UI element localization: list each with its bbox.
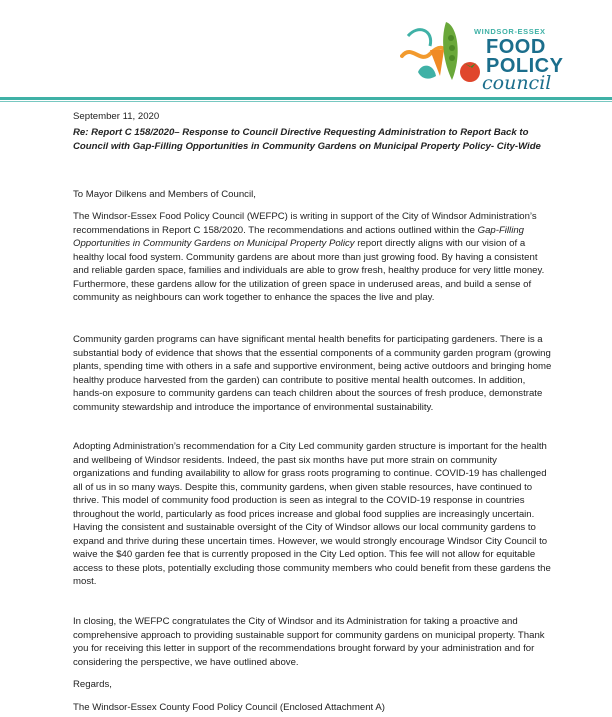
paragraph-city-led: Adopting Administration’s recommendation for a City Led community garden structure is important for the health and wellbeing of Windsor residents. Indeed, the past six months have put more strain on community organizations and funding availability to allow for grass roots programing to continue. COVID-19 has challenged all of us in so many ways. Despite this, community gardens, when given stable resources, have continued to thrive. This model of community food production is seen as integral to the COVID-19 response in countries throughout the world, particularly as food prices increase and global food supplies are increasingly uncertain. Having the consistent and sustainable oversight of the City of Windsor allows our local community gardens to expand and thrive during these uncertain times. However, we would strongly encourage Windsor City Council to waive the $40 garden fee that is currently proposed in the City Led option. This fee will not allow for equitable access to these plots, potentially excluding those community members who could benefit from these gardens the most. (73, 441, 551, 587)
letter-subject: Re: Report C 158/2020– Response to Council Directive Requesting Administration to Report Back to Council with Gap-Filling Opportunities in Community Gardens on Municipal Property Policy- City-Wide (73, 127, 541, 152)
letter-signature: The Windsor-Essex County Food Policy Council (Enclosed Attachment A) (73, 702, 385, 713)
paragraph-support-part-a: The Windsor-Essex Food Policy Council (WEFPC) is writing in support of the City of Windsor Administration’s recommendations in Report C 158/2020. The recommendations and actions outlined within the (73, 211, 537, 236)
paragraph-closing: In closing, the WEFPC congratulates the City of Windsor and its Administration for taking a proactive and comprehensive approach to providing sustainable support for community gardens on municipal property. Thank you for receiving this letter in support of the recommendations brought forward by your administration and for considering the perspective, we have outlined above. (73, 616, 545, 668)
header-divider-thin (0, 101, 612, 102)
letterhead (0, 0, 612, 104)
logo-council-text: council (482, 72, 552, 94)
paragraph-mental-health: Community garden programs can have significant mental health benefits for participating gardeners. There is a substantial body of evidence that shows that the essential components of a community garden program (growing plants, spending time with others in a safe and supportive environment, being active outdoors and bringing home healthy produce harvested from the garden) can contribute to positive mental health outcomes. In addition, hands-on exposure to community gardens can teach children about the sources of fresh produce, demonstrate community stewardship and introduce the importance of environmental sustainability. (73, 334, 552, 413)
food-policy-council-logo (400, 16, 600, 98)
logo-food-text: FOOD (486, 36, 546, 58)
logo-region-text: WINDSOR-ESSEX (474, 27, 546, 36)
letter-salutation: To Mayor Dilkens and Members of Council, (73, 189, 256, 200)
paragraph-support (73, 210, 555, 305)
report-title-emphasis: Gap-Filling Opportunities in Community Gardens on Municipal Property Policy (73, 224, 524, 249)
header-divider (0, 97, 612, 100)
paragraph-support-part-b: report directly aligns with our vision of a healthy local food system. Community gardens are about more than just growing food. By having a consistent and reliable garden space, families and individuals are able to grow fresh, healthy produce for very little money. Furthermore, these gardens allow for the utilization of green space in underused areas, and build a sense of community as neighbours can work together to enhance the spaces the live and play. (73, 238, 545, 303)
letter-closing: Regards, (73, 679, 112, 690)
logo-policy-text: POLICY (486, 55, 564, 77)
letter-date: September 11, 2020 (73, 111, 160, 122)
